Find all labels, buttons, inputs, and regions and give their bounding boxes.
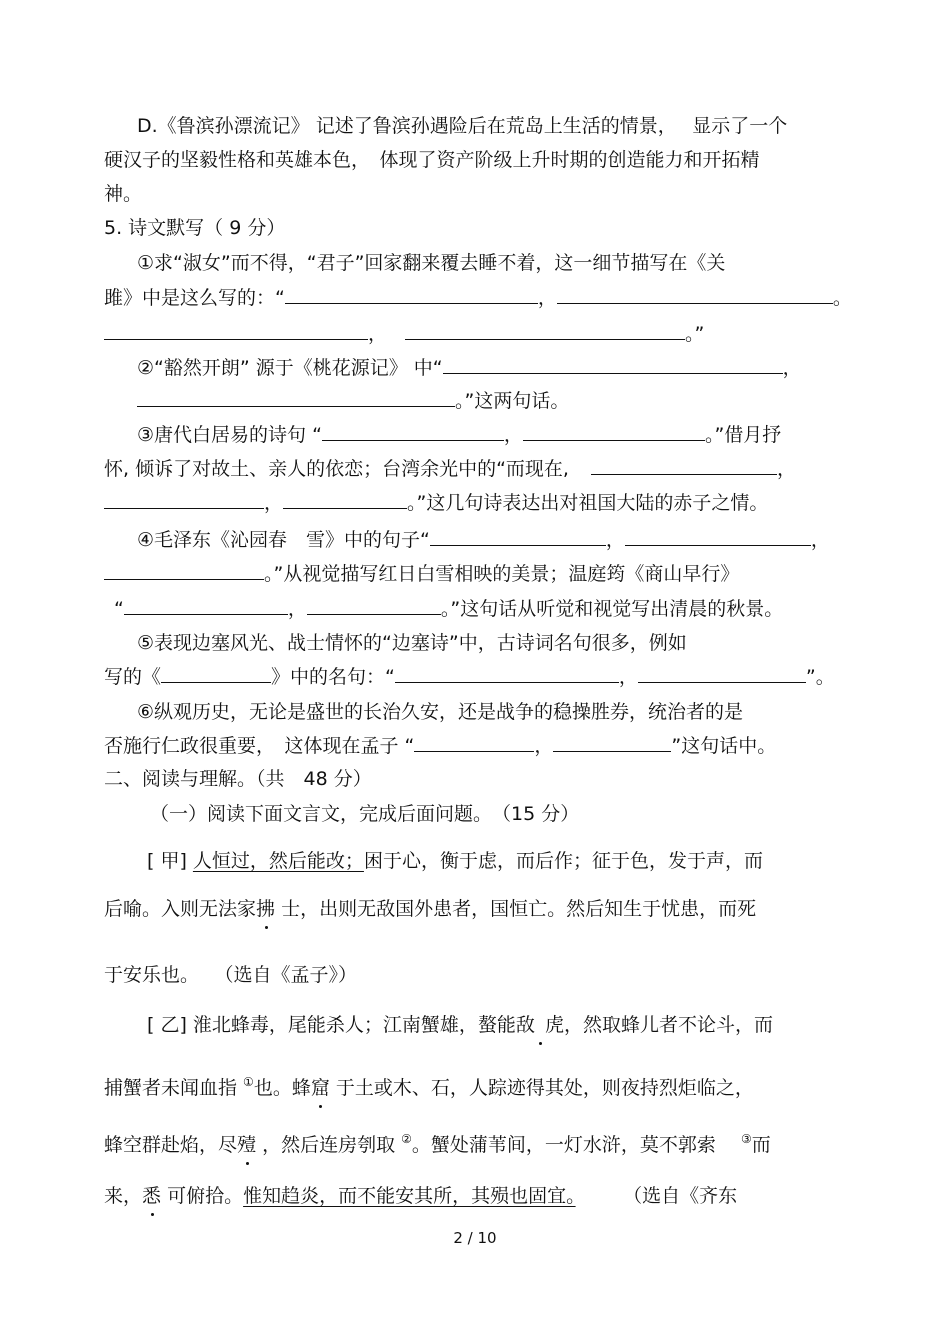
passage-yi-line-1 (147, 1012, 773, 1038)
section-2-heading: 二、阅读与理解。（共 48 分） (104, 768, 372, 790)
passage-jia-line-3: 于安乐也。 （选自《孟子》） (104, 964, 358, 986)
footnote-marker: ① (243, 1075, 254, 1089)
answer-blank[interactable] (124, 596, 288, 615)
punct: 。 (832, 287, 852, 309)
answer-blank[interactable] (285, 285, 538, 304)
dotted-char: 拂 (256, 898, 276, 920)
passage-text: 虎，然取蜂儿者不论斗，而 (544, 1014, 773, 1036)
option-d-line-3: 神。 (104, 183, 143, 205)
passage-text: 而 (751, 1134, 771, 1156)
item-5-line-1: ⑤表现边塞风光、战士情怀的“边塞诗”中，古诗词名句很多，例如 (137, 632, 687, 654)
part-1-heading: （一）阅读下面文言文，完成后面问题。 （15 分） (150, 803, 580, 825)
answer-blank[interactable] (443, 355, 783, 374)
answer-blank[interactable] (430, 527, 606, 546)
passage-text: 蜂空群赴焰，尽 (104, 1134, 238, 1156)
punct: ， (810, 529, 830, 551)
answer-blank[interactable] (638, 664, 806, 683)
answer-blank[interactable] (395, 664, 619, 683)
passage-label: [ 甲] (147, 850, 187, 872)
punct: ， (503, 424, 523, 446)
dotted-char: 殪 (237, 1134, 257, 1156)
answer-blank[interactable] (591, 456, 777, 475)
item-3-line-1 (137, 422, 781, 448)
passage-jia-line-1 (147, 848, 763, 874)
punct: ， (782, 357, 802, 379)
passage-text: 于土或木、石，人踪迹得其处，则夜持烈炬临之， (329, 1077, 754, 1099)
underlined-sentence: 惟知趋炎，而不能安其所，其殒也固宜。 (243, 1185, 576, 1207)
item-6-line-1: ⑥纵观历史，无论是盛世的长治久安，还是战争的稳操胜券，统治者的是 (137, 701, 744, 723)
punct: ， (287, 598, 307, 620)
passage-yi-line-2 (104, 1069, 754, 1101)
answer-blank[interactable] (137, 388, 455, 407)
item-5-text: 》中的名句：“ (271, 666, 395, 688)
passage-text: 。蟹处蒲苇间，一灯水浒，莫不郭索 (411, 1134, 741, 1156)
passage-text: 来， (104, 1185, 143, 1207)
item-3-line-2 (104, 456, 796, 482)
item-2-line-1 (137, 355, 802, 381)
passage-text: 士，出则无敌国外患者，国恒亡。然后知生于忧患，而死 (275, 898, 757, 920)
answer-blank[interactable] (104, 561, 264, 580)
footnote-marker: ③ (740, 1132, 752, 1146)
item-4-text: 。”这句话从听觉和视觉写出清晨的秋景。 (440, 598, 784, 620)
answer-blank[interactable] (414, 733, 534, 752)
passage-label: [ 乙] (147, 1014, 187, 1036)
item-4-line-3 (114, 596, 783, 622)
item-6-text: ”这句话中。 (671, 735, 777, 757)
answer-blank[interactable] (104, 321, 368, 340)
answer-blank[interactable] (283, 490, 407, 509)
item-3-text: 怀, 倾诉了对故土、亲人的依恋；台湾余光中的“而现在, (104, 458, 569, 480)
page-number: 2 / 10 (453, 1229, 497, 1247)
answer-blank[interactable] (104, 490, 264, 509)
item-3-text: ③唐代白居易的诗句 “ (137, 424, 322, 446)
answer-blank[interactable] (405, 321, 685, 340)
passage-text: 也。蜂 (253, 1077, 311, 1099)
item-1-line-2 (104, 285, 852, 311)
punct: ， (264, 492, 284, 514)
item-2-text: ②“豁然开朗” 源于《桃花源记》 中“ (137, 357, 443, 379)
underlined-sentence: 人恒过，然后能改； (192, 850, 364, 872)
punct: ， (605, 529, 625, 551)
passage-jia-line-2 (104, 896, 756, 922)
item-4-text: 。”从视觉描写红日白雪相映的美景；温庭筠《商山早行》 (264, 563, 740, 585)
answer-blank[interactable] (625, 527, 811, 546)
item-1-line-1: ①求“淑女”而不得，“君子”回家翻来覆去睡不着，这一细节描写在《关 (137, 252, 726, 274)
dotted-char: 窟 (310, 1077, 330, 1099)
answer-blank[interactable] (322, 422, 504, 441)
passage-yi-line-3 (104, 1126, 771, 1158)
item-3-text: 。”这几句诗表达出对祖国大陆的赤子之情。 (407, 492, 769, 514)
item-2-line-2 (137, 388, 569, 414)
item-5-line-2 (104, 664, 835, 690)
answer-blank[interactable] (161, 664, 271, 683)
answer-blank[interactable] (557, 285, 833, 304)
dotted-char: 悉 (142, 1185, 162, 1207)
answer-blank[interactable] (307, 596, 441, 615)
option-d-line-1: D.《鲁滨孙漂流记》 记述了鲁滨孙遇险后在荒岛上生活的情景， 显示了一个 (137, 115, 788, 137)
option-d-line-2: 硬汉子的坚毅性格和英雄本色， 体现了资产阶级上升时期的创造能力和开拓精 (104, 149, 760, 171)
item-3-text: 。”借月抒 (704, 424, 782, 446)
punct: ， (368, 323, 388, 345)
footnote-marker: ② (401, 1132, 412, 1146)
item-4-line-2 (104, 561, 739, 587)
passage-text: 淮北蜂毒，尾能杀人；江南蟹雄，螯能敌 (192, 1014, 535, 1036)
question-5-heading: 5. 诗文默写（ 9 分） (104, 217, 286, 239)
punct: ”。 (805, 666, 835, 688)
dotted-char (535, 1014, 545, 1036)
answer-blank[interactable] (553, 733, 671, 752)
item-4-line-1 (137, 527, 830, 553)
punct: ， (618, 666, 638, 688)
passage-text: ，然后连房刳取 (256, 1134, 402, 1156)
passage-text: 捕蟹者未闻血指 (104, 1077, 244, 1099)
item-1-line-3 (104, 321, 704, 347)
item-5-text: 写的《 (104, 666, 162, 688)
punct: ， (534, 735, 554, 757)
item-1-text: 雎》中是这么写的：“ (104, 287, 285, 309)
punct: ， (776, 458, 796, 480)
passage-text: 后喻。入则无法家 (104, 898, 257, 920)
punct: “ (114, 598, 124, 620)
passage-text: 可俯拾。 (161, 1185, 244, 1207)
item-4-text: ④毛泽东《沁园春 雪》中的句子“ (137, 529, 430, 551)
item-6-line-2 (104, 733, 776, 759)
item-3-line-3 (104, 490, 768, 516)
item-6-text: 否施行仁政很重要， 这体现在孟子 “ (104, 735, 415, 757)
item-2-text: 。”这两句话。 (455, 390, 570, 412)
passage-yi-line-4 (104, 1183, 737, 1209)
punct: 。” (685, 323, 705, 345)
answer-blank[interactable] (523, 422, 705, 441)
passage-text: 困于心，衡于虑，而后作；征于色，发于声，而 (363, 850, 763, 872)
punct: ， (537, 287, 557, 309)
passage-text: （选自《齐东 (575, 1185, 738, 1207)
